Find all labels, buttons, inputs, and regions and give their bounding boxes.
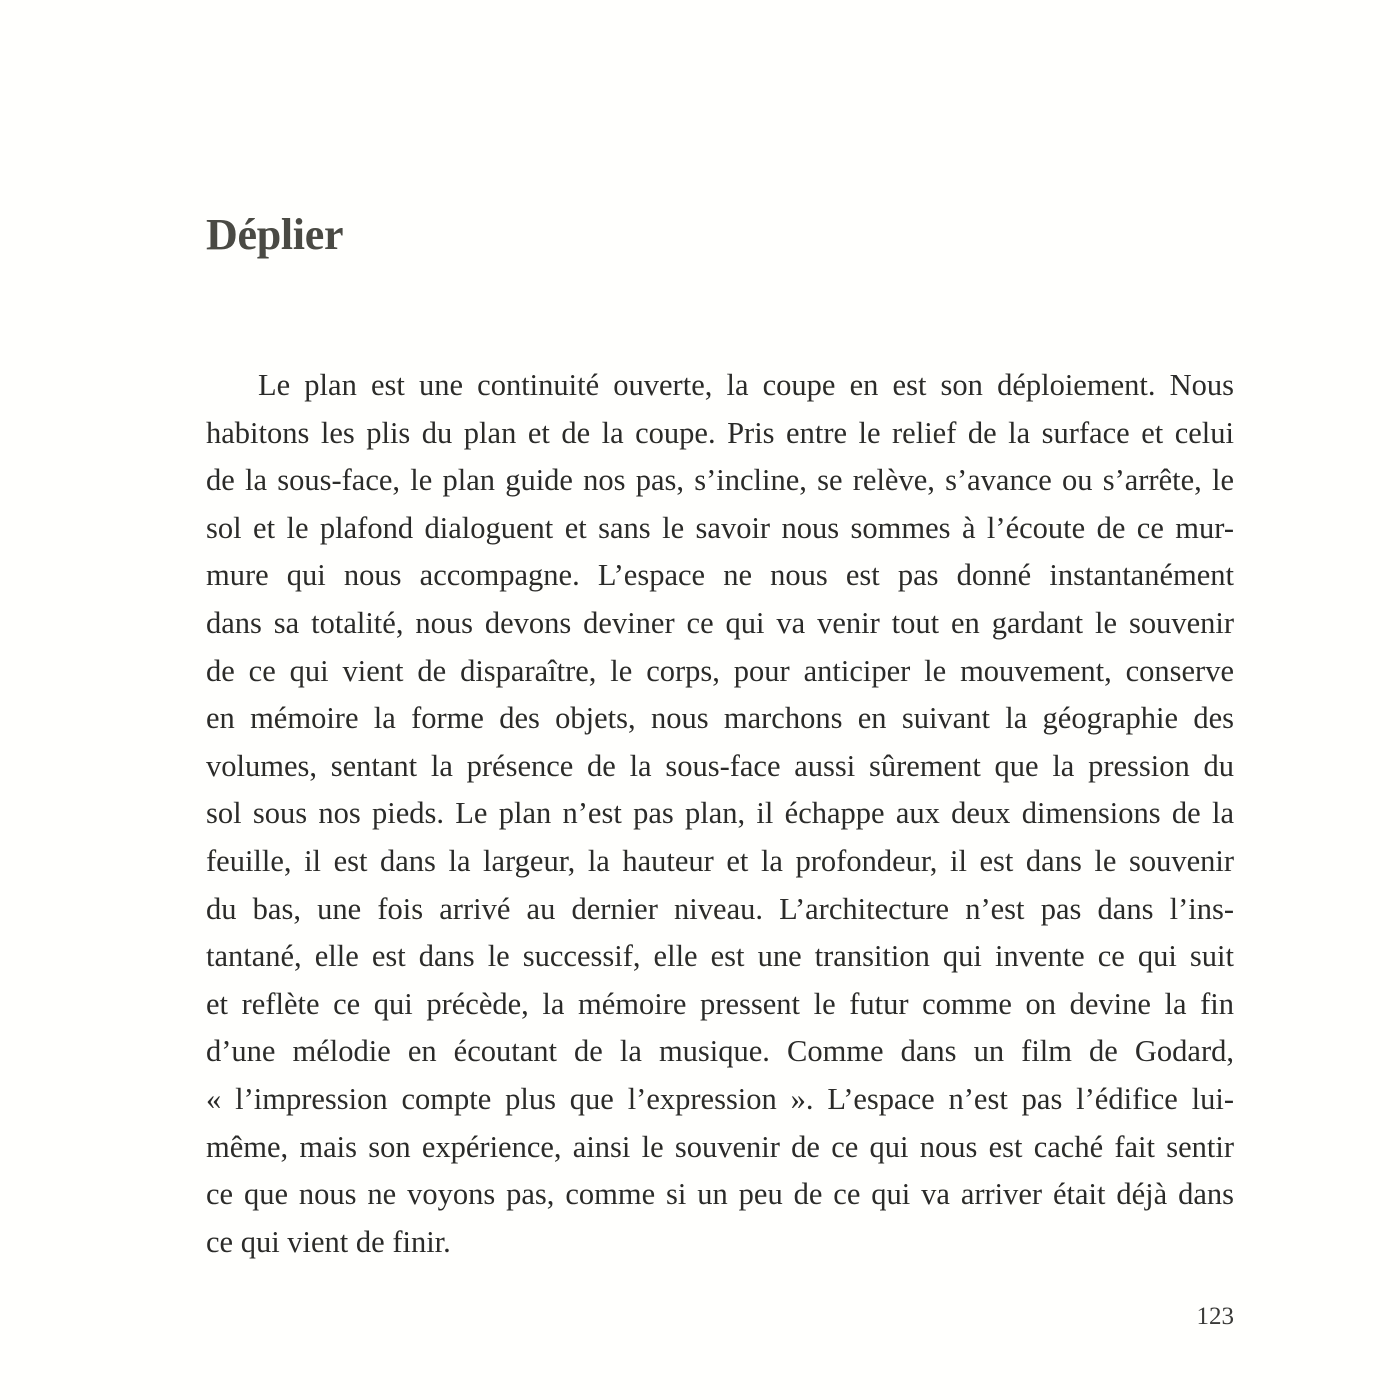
text-line: ce que nous ne voyons pas, comme si un peu de ce qui va arriver était déjà dans — [206, 1177, 1234, 1212]
text-line: sol et le plafond dialoguent et sans le savoir nous sommes à l’écoute de ce mur- — [206, 510, 1234, 545]
text-line: sol sous nos pieds. Le plan n’est pas plan, il échappe aux deux dimensions de la — [206, 796, 1234, 831]
text-line: même, mais son expérience, ainsi le souvenir de ce qui nous est caché fait sentir — [206, 1129, 1234, 1164]
text-line: du bas, une fois arrivé au dernier niveau. L’architecture n’est pas dans l’ins- — [206, 891, 1234, 926]
text-line: mure qui nous accompagne. L’espace ne nous est pas donné instantanément — [206, 558, 1234, 593]
text-line: en mémoire la forme des objets, nous marchons en suivant la géographie des — [206, 701, 1234, 736]
text-line: dans sa totalité, nous devons deviner ce qui va venir tout en gardant le souvenir — [206, 605, 1234, 640]
text-line: habitons les plis du plan et de la coupe. Pris entre le relief de la surface et celui — [206, 415, 1234, 450]
text-line: de ce qui vient de disparaître, le corps, pour anticiper le mouvement, conserve — [206, 653, 1234, 688]
text-line: ce qui vient de finir. — [206, 1224, 451, 1259]
text-line: tantané, elle est dans le successif, elle est une transition qui invente ce qui suit — [206, 939, 1234, 974]
text-line: d’une mélodie en écoutant de la musique. Comme dans un film de Godard, — [206, 1034, 1234, 1069]
text-line: Le plan est une continuité ouverte, la coupe en est son déploiement. Nous — [258, 368, 1234, 402]
text-line: « l’impression compte plus que l’expression ». L’espace n’est pas l’édifice lui- — [206, 1081, 1234, 1116]
text-line: de la sous-face, le plan guide nos pas, s’incline, se relève, s’avance ou s’arrête, le — [206, 463, 1234, 498]
text-line: feuille, il est dans la largeur, la hauteur et la profondeur, il est dans le souvenir — [206, 843, 1234, 878]
text-line: volumes, sentant la présence de la sous-face aussi sûrement que la pression du — [206, 748, 1234, 783]
body-paragraph — [206, 362, 1234, 1266]
text-line: et reflète ce qui précède, la mémoire pressent le futur comme on devine la fin — [206, 986, 1234, 1021]
page-number: 123 — [1196, 1303, 1234, 1330]
chapter-title: Déplier — [206, 210, 344, 259]
